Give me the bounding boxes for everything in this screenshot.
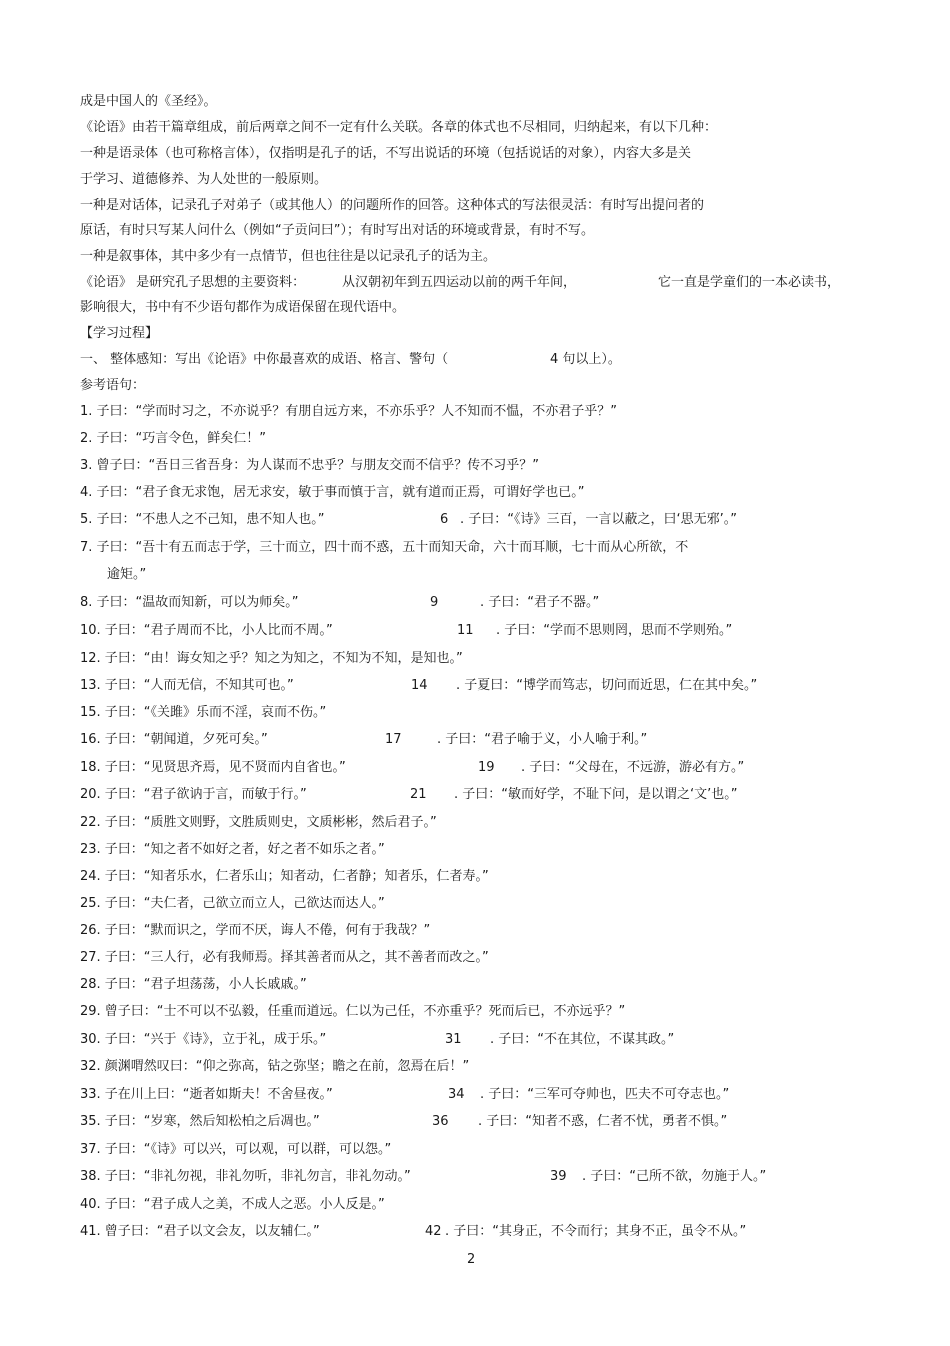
quote-text: 5. 子曰：“不患人之不己知，患不知人也。” — [80, 512, 325, 527]
quote-text: 2. 子曰：“巧言令色，鲜矣仁！” — [80, 431, 267, 446]
intro-line: 一种是叙事体，其中多少有一点情节，但也往往是以记录孔子的话为主。 — [80, 249, 497, 264]
summary-part: 从汉朝初年到五四运动以前的两千年间， — [342, 275, 577, 290]
intro-line: 成是中国人的《圣经》。 — [80, 94, 217, 109]
quote-text: . 子曰：“不在其位，不谋其政。” — [490, 1032, 675, 1047]
quote-text: . 子曰：“父母在，不远游，游必有方。” — [521, 760, 745, 775]
quote-text: 35. 子曰：“岁寒，然后知松柏之后凋也。” — [80, 1114, 320, 1129]
quote-row: 逾矩。” — [107, 567, 147, 582]
page-number: 2 — [467, 1252, 476, 1267]
task-part: 4 句以上）。 — [550, 352, 621, 367]
quote-text: 30. 子曰：“兴于《诗》，立于礼，成于乐。” — [80, 1032, 327, 1047]
intro-line: 于学习、道德修养、为人处世的一般原则。 — [80, 172, 328, 187]
quote-text: 37. 子曰：“《诗》可以兴，可以观，可以群，可以怨。” — [80, 1142, 392, 1157]
summary-part: 它一直是学童们的一本必读书， — [658, 275, 841, 290]
quote-text: 8. 子曰：“温故而知新，可以为师矣。” — [80, 595, 299, 610]
quote-text: . 子曰：“君子喻于义，小人喻于利。” — [437, 732, 648, 747]
quote-text: 33. 子在川上曰：“逝者如斯夫！不舍昼夜。” — [80, 1087, 333, 1102]
quote-text: . 子夏曰：“博学而笃志，切问而近思，仁在其中矣。” — [456, 678, 758, 693]
summary-part: 《论语》 是研究孔子思想的主要资料： — [80, 275, 306, 290]
intro-line: 一种是对话体，记录孔子对弟子（或其他人）的问题所作的回答。这种体式的写法很灵活：有时写出提问者的 — [80, 198, 705, 213]
quote-text: 3. 曾子曰：“吾日三省吾身：为人谋而不忠乎？与朋友交而不信乎？传不习乎？” — [80, 458, 540, 473]
quote-text: . 子曰：“学而不思则罔，思而不学则殆。” — [496, 623, 733, 638]
quote-text: 16. 子曰：“朝闻道，夕死可矣。” — [80, 732, 268, 747]
intro-line: 原话，有时只写某人问什么（例如“子贡问曰”）；有时写出对话的环境或背景，有时不写。 — [80, 223, 594, 238]
quote-number: 9 — [430, 595, 439, 610]
quote-text: 13. 子曰：“人而无信，不知其可也。” — [80, 678, 294, 693]
quote-text: . 子曰：“君子不器。” — [480, 595, 600, 610]
quote-number: 14 — [411, 678, 428, 693]
quote-text: 20. 子曰：“君子欲讷于言，而敏于行。” — [80, 787, 307, 802]
quote-text: 12. 子曰：“由！诲女知之乎？知之为知之，不知为不知，是知也。” — [80, 651, 463, 666]
quote-number: 6 — [440, 512, 449, 527]
quote-text: . 子曰：“三军可夺帅也，匹夫不可夺志也。” — [480, 1087, 730, 1102]
quote-text: . 子曰：“《诗》三百，一言以蔽之，曰‘思无邪’。” — [460, 512, 737, 527]
intro-line: 《论语》由若干篇章组成，前后两章之间不一定有什么关联。各章的体式也不尽相同，归纳起来，有以下几种： — [80, 120, 718, 135]
task-part: 一、 整体感知：写出《论语》中你最喜欢的成语、格言、警句（ — [80, 352, 449, 367]
quote-text: 1. 子曰：“学而时习之，不亦说乎？有朋自远方来，不亦乐乎？人不知而不愠，不亦君子乎？” — [80, 404, 618, 419]
quote-text: 18. 子曰：“见贤思齐焉，见不贤而内自省也。” — [80, 760, 346, 775]
quote-text: 38. 子曰：“非礼勿视，非礼勿听，非礼勿言，非礼勿动。” — [80, 1169, 411, 1184]
quote-number: 17 — [385, 732, 402, 747]
quote-text: 24. 子曰：“知者乐水，仁者乐山；知者动，仁者静；知者乐，仁者寿。” — [80, 869, 489, 884]
quote-text: 26. 子曰：“默而识之，学而不厌，诲人不倦，何有于我哉？” — [80, 923, 431, 938]
quote-text: 40. 子曰：“君子成人之美，不成人之恶。小人反是。” — [80, 1197, 385, 1212]
quote-text: 7. 子曰：“吾十有五而志于学，三十而立，四十而不惑，五十而知天命，六十而耳顺，七十而从心所欲，不 — [80, 540, 689, 555]
quote-text: 23. 子曰：“知之者不如好之者，好之者不如乐之者。” — [80, 842, 385, 857]
quote-number: 31 — [445, 1032, 462, 1047]
quote-text: 41. 曾子曰：“君子以文会友，以友辅仁。” — [80, 1224, 320, 1239]
quote-text: . 子曰：“其身正，不令而行；其身不正，虽令不从。” — [445, 1224, 747, 1239]
quote-text: 4. 子曰：“君子食无求饱，居无求安，敏于事而慎于言，就有道而正焉，可谓好学也已。” — [80, 485, 585, 500]
quote-text: 22. 子曰：“质胜文则野，文胜质则史，文质彬彬，然后君子。” — [80, 815, 437, 830]
ref-label: 参考语句： — [80, 378, 146, 393]
quote-number: 11 — [457, 623, 474, 638]
quote-text: 25. 子曰：“夫仁者，己欲立而立人，己欲达而达人。” — [80, 896, 385, 911]
quote-text: . 子曰：“敏而好学，不耻下问，是以谓之‘文’也。” — [454, 787, 738, 802]
quote-text: 15. 子曰：“《关雎》乐而不淫，哀而不伤。” — [80, 705, 327, 720]
intro-line: 一种是语录体（也可称格言体），仅指明是孔子的话，不写出说话的环境（包括说话的对象），内容大多是关 — [80, 146, 692, 161]
quote-number: 36 — [432, 1114, 449, 1129]
quote-number: 39 — [550, 1169, 567, 1184]
section-title: 【学习过程】 — [80, 326, 159, 341]
quote-number: 19 — [478, 760, 495, 775]
quote-number: 21 — [410, 787, 427, 802]
quote-text: 29. 曾子曰：“士不可以不弘毅，任重而道远。仁以为己任，不亦重乎？死而后已，不亦远乎？” — [80, 1004, 626, 1019]
summary-line: 影响很大，书中有不少语句都作为成语保留在现代语中。 — [80, 300, 406, 315]
quote-text: . 子曰：“己所不欲，勿施于人。” — [582, 1169, 767, 1184]
quote-text: 32. 颜渊喟然叹曰：“仰之弥高，钻之弥坚；瞻之在前，忽焉在后！” — [80, 1059, 470, 1074]
quote-number: 34 — [448, 1087, 465, 1102]
quote-text: 10. 子曰：“君子周而不比，小人比而不周。” — [80, 623, 333, 638]
quote-text: . 子曰：“知者不惑，仁者不忧，勇者不惧。” — [478, 1114, 728, 1129]
quote-text: 27. 子曰：“三人行，必有我师焉。择其善者而从之，其不善者而改之。” — [80, 950, 489, 965]
quote-text: 28. 子曰：“君子坦荡荡，小人长戚戚。” — [80, 977, 307, 992]
quote-number: 42 — [425, 1224, 442, 1239]
